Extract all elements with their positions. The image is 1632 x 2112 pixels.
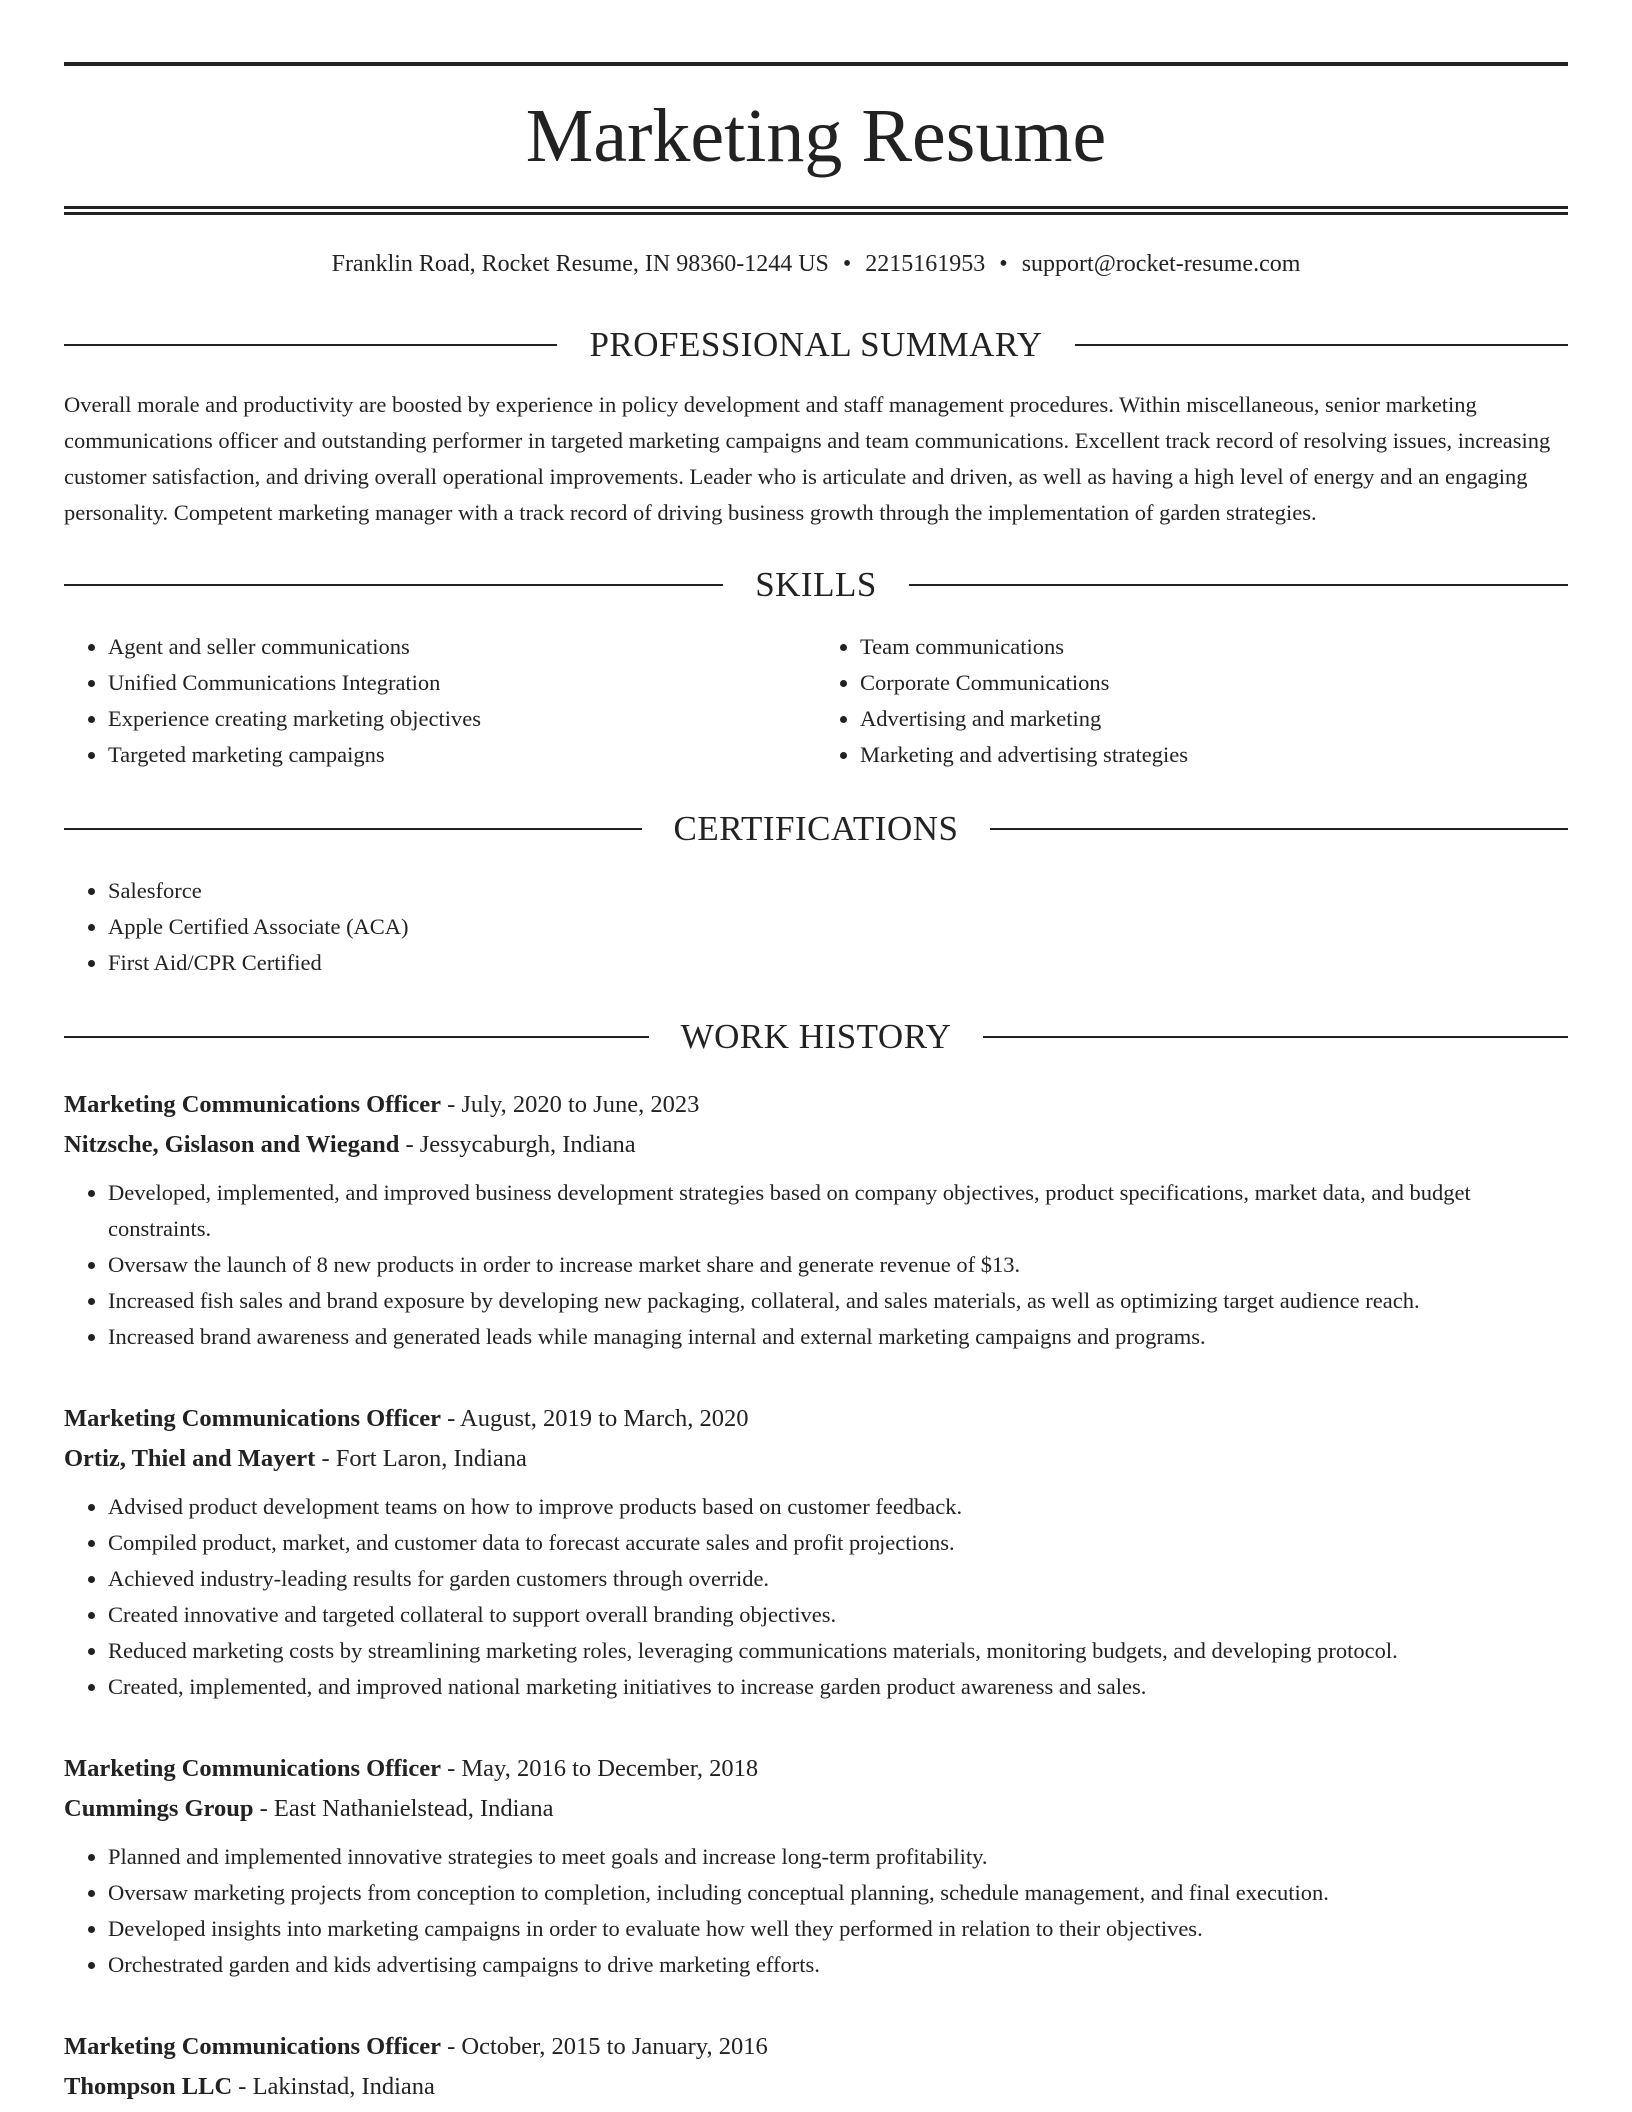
job-bullets <box>64 1175 1568 1355</box>
job-title: Marketing Communications Officer <box>64 1755 441 1782</box>
certification-item: • Salesforce <box>108 873 1568 909</box>
section-heading-work-history <box>64 1017 1568 1057</box>
job-company: Nitzsche, Gislason and Wiegand <box>64 1131 400 1158</box>
skill-item: • Advertising and marketing <box>860 701 1568 737</box>
contact-line <box>64 249 1568 279</box>
job-bullet: • Increased fish sales and brand exposure by developing new packaging, collateral, and sales materials, as well as optimizing target audience reach. <box>108 1283 1568 1319</box>
job-bullets <box>64 1489 1568 1705</box>
section-heading-skills <box>64 565 1568 605</box>
job-bullet: • Planned and implemented innovative strategies to meet goals and increase long-term profitability. <box>108 1839 1568 1875</box>
job-company-line <box>64 1125 1568 1165</box>
summary-text: Overall morale and productivity are boosted by experience in policy development and staff management procedures. Within miscellaneous, senior marketing communications officer and outstanding performer in targeted marketing campaigns and team communications. Excellent track record of resolving issues, increasing customer satisfaction, and driving overall operational improvements. Leader who is articulate and driven, as well as having a high level of energy and an engaging personality. Competent marketing manager with a track record of driving business growth through the implementation of garden strategies. <box>64 392 1551 525</box>
job-entry <box>64 1085 1568 1355</box>
heading-rule <box>909 584 1568 586</box>
heading-rule <box>64 344 557 346</box>
skills-list <box>64 629 1568 773</box>
contact-phone: 2215161953 <box>865 251 986 277</box>
job-bullet: • Oversaw the launch of 8 new products in order to increase market share and generate revenue of $13. <box>108 1247 1568 1283</box>
job-title-line <box>64 1085 1568 1125</box>
job-location: - Jessycaburgh, Indiana <box>399 1131 636 1158</box>
section-title: PROFESSIONAL SUMMARY <box>589 325 1043 364</box>
job-entry <box>64 1399 1568 1705</box>
job-title-line <box>64 1749 1568 1789</box>
job-title: Marketing Communications Officer <box>64 2033 441 2060</box>
contact-address: Franklin Road, Rocket Resume, IN 98360-1244 US <box>331 251 829 277</box>
certifications-list <box>64 873 1568 981</box>
resume-page <box>64 0 1568 2107</box>
job-bullet: • Oversaw marketing projects from conception to completion, including conceptual planning, schedule management, and final execution. <box>108 1875 1568 1911</box>
skills-column-left <box>64 629 816 773</box>
job-title: Marketing Communications Officer <box>64 1091 441 1118</box>
job-title-line <box>64 1399 1568 1439</box>
job-dates: - July, 2020 to June, 2023 <box>440 1091 700 1118</box>
job-location: - Lakinstad, Indiana <box>232 2073 435 2100</box>
job-company: Cummings Group <box>64 1795 254 1822</box>
heading-rule <box>1075 344 1568 346</box>
section-title: WORK HISTORY <box>680 1017 952 1056</box>
job-bullet: • Reduced marketing costs by streamlining marketing roles, leveraging communications materials, monitoring budgets, and developing protocol. <box>108 1633 1568 1669</box>
job-company-line <box>64 2067 1568 2107</box>
job-bullet: • Created, implemented, and improved national marketing initiatives to increase garden product awareness and sales. <box>108 1669 1568 1705</box>
skill-item: • Marketing and advertising strategies <box>860 737 1568 773</box>
job-bullet: • Developed, implemented, and improved business development strategies based on company objectives, product specifications, market data, and budget constraints. <box>108 1175 1568 1247</box>
job-bullet: • Created innovative and targeted collateral to support overall branding objectives. <box>108 1597 1568 1633</box>
heading-rule <box>983 1036 1568 1038</box>
section-heading-certifications <box>64 809 1568 849</box>
certification-item: • Apple Certified Associate (ACA) <box>108 909 1568 945</box>
section-title: CERTIFICATIONS <box>673 809 959 848</box>
contact-separator: • <box>999 251 1008 277</box>
skill-item: • Experience creating marketing objectives <box>108 701 816 737</box>
job-company-line <box>64 1439 1568 1479</box>
job-bullet: • Increased brand awareness and generated leads while managing internal and external marketing campaigns and programs. <box>108 1319 1568 1355</box>
job-title-line <box>64 2027 1568 2067</box>
job-entry <box>64 2027 1568 2107</box>
job-bullet: • Compiled product, market, and customer data to forecast accurate sales and profit projections. <box>108 1525 1568 1561</box>
section-heading-summary <box>64 325 1568 365</box>
job-title: Marketing Communications Officer <box>64 1405 441 1432</box>
job-company: Thompson LLC <box>64 2073 233 2100</box>
skill-item: • Team communications <box>860 629 1568 665</box>
job-bullet: • Orchestrated garden and kids advertising campaigns to drive marketing efforts. <box>108 1947 1568 1983</box>
job-bullets <box>64 1839 1568 1983</box>
heading-rule <box>64 584 723 586</box>
title-double-rule <box>64 206 1568 215</box>
certification-item: • First Aid/CPR Certified <box>108 945 1568 981</box>
skill-item: • Unified Communications Integration <box>108 665 816 701</box>
job-bullet: • Advised product development teams on how to improve products based on customer feedback. <box>108 1489 1568 1525</box>
skill-item: • Targeted marketing campaigns <box>108 737 816 773</box>
skills-column-right <box>816 629 1568 773</box>
skill-item: • Corporate Communications <box>860 665 1568 701</box>
contact-separator: • <box>842 251 852 277</box>
job-dates: - October, 2015 to January, 2016 <box>440 2033 768 2060</box>
job-dates: - August, 2019 to March, 2020 <box>440 1405 749 1432</box>
page-title: Marketing Resume <box>525 94 1107 178</box>
skill-item: • Agent and seller communications <box>108 629 816 665</box>
job-bullet: • Achieved industry-leading results for garden customers through override. <box>108 1561 1568 1597</box>
job-bullet: • Developed insights into marketing campaigns in order to evaluate how well they performed in relation to their objectives. <box>108 1911 1568 1947</box>
contact-email[interactable]: support@rocket-resume.com <box>1021 251 1301 277</box>
job-entry <box>64 1749 1568 1983</box>
job-location: - Fort Laron, Indiana <box>315 1445 527 1472</box>
section-title: SKILLS <box>755 565 877 604</box>
job-location: - East Nathanielstead, Indiana <box>253 1795 554 1822</box>
job-company-line <box>64 1789 1568 1829</box>
job-company: Ortiz, Thiel and Mayert <box>64 1445 316 1472</box>
job-dates: - May, 2016 to December, 2018 <box>440 1755 759 1782</box>
heading-rule <box>990 828 1568 830</box>
heading-rule <box>64 1036 649 1038</box>
heading-rule <box>64 828 642 830</box>
